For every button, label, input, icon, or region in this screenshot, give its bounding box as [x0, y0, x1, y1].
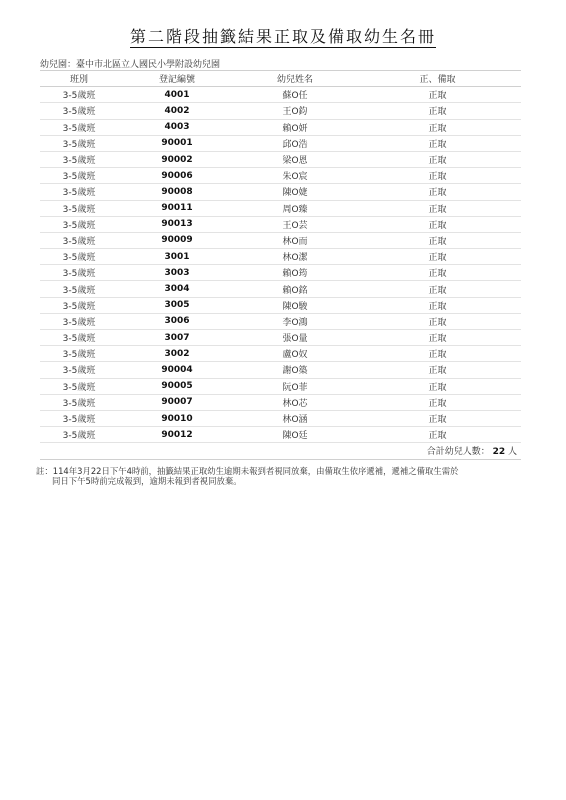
table-row	[40, 216, 521, 232]
cell-registration-number: 4003	[118, 119, 236, 135]
cell-admission-status: 正取	[354, 135, 521, 151]
cell-child-name: 陳O駿	[236, 297, 354, 313]
cell-admission-status: 正取	[354, 362, 521, 378]
cell-admission-status: 正取	[354, 330, 521, 346]
cell-child-name: 賴O筠	[236, 265, 354, 281]
cell-admission-status: 正取	[354, 410, 521, 426]
cell-child-name: 陳O婕	[236, 184, 354, 200]
cell-registration-number: 3007	[118, 330, 236, 346]
cell-child-name: 林O潔	[236, 249, 354, 265]
header-admission-status: 正、備取	[354, 71, 521, 87]
cell-child-name: 李O鴻	[236, 313, 354, 329]
cell-child-name: 賴O妍	[236, 119, 354, 135]
cell-class: 3-5歲班	[40, 168, 118, 184]
cell-admission-status: 正取	[354, 200, 521, 216]
footnote-line-1: 註：114年3月22日下午4時前，抽籤結果正取幼生逾期未報到者視同放棄，由備取生依序遞補，遞補之備取生需於	[36, 466, 459, 476]
cell-class: 3-5歲班	[40, 265, 118, 281]
table-row	[40, 151, 521, 167]
table-row	[40, 394, 521, 410]
table-row	[40, 249, 521, 265]
cell-child-name: 林O而	[236, 232, 354, 248]
cell-admission-status: 正取	[354, 119, 521, 135]
cell-admission-status: 正取	[354, 184, 521, 200]
cell-class: 3-5歲班	[40, 362, 118, 378]
cell-admission-status: 正取	[354, 216, 521, 232]
table-row	[40, 378, 521, 394]
cell-registration-number: 90009	[118, 232, 236, 248]
cell-class: 3-5歲班	[40, 330, 118, 346]
document-title-text: 第二階段抽籤結果正取及備取幼生名冊	[129, 27, 436, 46]
cell-registration-number: 90004	[118, 362, 236, 378]
table-row	[40, 168, 521, 184]
cell-child-name: 朱O宸	[236, 168, 354, 184]
cell-registration-number: 3004	[118, 281, 236, 297]
table-row	[40, 232, 521, 248]
cell-child-name: 謝O築	[236, 362, 354, 378]
cell-registration-number: 90006	[118, 168, 236, 184]
cell-child-name: 蘇O任	[236, 87, 354, 103]
cell-class: 3-5歲班	[40, 216, 118, 232]
cell-registration-number: 90011	[118, 200, 236, 216]
cell-admission-status: 正取	[354, 378, 521, 394]
cell-admission-status: 正取	[354, 87, 521, 103]
cell-class: 3-5歲班	[40, 103, 118, 119]
cell-child-name: 張O量	[236, 330, 354, 346]
cell-child-name: 林O芯	[236, 394, 354, 410]
cell-registration-number: 90007	[118, 394, 236, 410]
cell-admission-status: 正取	[354, 265, 521, 281]
cell-child-name: 林O涵	[236, 410, 354, 426]
total-count: 22	[492, 447, 506, 458]
cell-class: 3-5歲班	[40, 346, 118, 362]
cell-class: 3-5歲班	[40, 427, 118, 443]
cell-admission-status: 正取	[354, 232, 521, 248]
document-title	[0, 24, 566, 47]
kindergarten-name: 幼兒園：臺中市北區立人國民小學附設幼兒園	[40, 60, 221, 70]
cell-class: 3-5歲班	[40, 119, 118, 135]
table-row	[40, 184, 521, 200]
cell-registration-number: 3005	[118, 297, 236, 313]
cell-registration-number: 90005	[118, 378, 236, 394]
total-label: 合計幼兒人數：	[426, 447, 490, 458]
cell-registration-number: 90013	[118, 216, 236, 232]
cell-registration-number: 3002	[118, 346, 236, 362]
cell-admission-status: 正取	[354, 151, 521, 167]
table-row	[40, 362, 521, 378]
cell-registration-number: 90002	[118, 151, 236, 167]
cell-child-name: 陳O廷	[236, 427, 354, 443]
table-row	[40, 103, 521, 119]
cell-class: 3-5歲班	[40, 232, 118, 248]
cell-admission-status: 正取	[354, 297, 521, 313]
cell-admission-status: 正取	[354, 346, 521, 362]
cell-child-name: 邱O浩	[236, 135, 354, 151]
table-header-row	[40, 71, 521, 87]
cell-class: 3-5歲班	[40, 87, 118, 103]
cell-class: 3-5歲班	[40, 378, 118, 394]
table-row	[40, 410, 521, 426]
cell-child-name: 梁O恩	[236, 151, 354, 167]
cell-child-name: 賴O銘	[236, 281, 354, 297]
table-row	[40, 330, 521, 346]
cell-admission-status: 正取	[354, 249, 521, 265]
cell-registration-number: 90008	[118, 184, 236, 200]
cell-registration-number: 3003	[118, 265, 236, 281]
cell-class: 3-5歲班	[40, 135, 118, 151]
cell-class: 3-5歲班	[40, 200, 118, 216]
footnote	[36, 466, 526, 486]
total-row	[40, 443, 521, 459]
cell-child-name: 盧O奴	[236, 346, 354, 362]
table-row	[40, 313, 521, 329]
table-row	[40, 427, 521, 443]
cell-admission-status: 正取	[354, 394, 521, 410]
cell-registration-number: 4001	[118, 87, 236, 103]
cell-admission-status: 正取	[354, 103, 521, 119]
cell-admission-status: 正取	[354, 281, 521, 297]
footnote-line-2: 同日下午5時前完成報到，逾期未報到者視同放棄。	[52, 476, 242, 486]
cell-class: 3-5歲班	[40, 297, 118, 313]
cell-class: 3-5歲班	[40, 151, 118, 167]
cell-child-name: 周O臻	[236, 200, 354, 216]
roster-table	[40, 70, 521, 460]
header-registration-number: 登記編號	[118, 71, 236, 87]
cell-registration-number: 4002	[118, 103, 236, 119]
cell-admission-status: 正取	[354, 313, 521, 329]
table-row	[40, 281, 521, 297]
table-row	[40, 265, 521, 281]
cell-child-name: 阮O菲	[236, 378, 354, 394]
cell-class: 3-5歲班	[40, 410, 118, 426]
cell-class: 3-5歲班	[40, 313, 118, 329]
table-row	[40, 135, 521, 151]
cell-admission-status: 正取	[354, 427, 521, 443]
cell-registration-number: 90010	[118, 410, 236, 426]
total-cell	[40, 443, 521, 459]
cell-class: 3-5歲班	[40, 281, 118, 297]
cell-child-name: 王O芸	[236, 216, 354, 232]
table-row	[40, 119, 521, 135]
table-row	[40, 346, 521, 362]
cell-registration-number: 3001	[118, 249, 236, 265]
cell-child-name: 王O鈞	[236, 103, 354, 119]
table-row	[40, 200, 521, 216]
cell-class: 3-5歲班	[40, 394, 118, 410]
table-row	[40, 87, 521, 103]
cell-registration-number: 3006	[118, 313, 236, 329]
cell-class: 3-5歲班	[40, 249, 118, 265]
cell-admission-status: 正取	[354, 168, 521, 184]
header-class: 班別	[40, 71, 118, 87]
roster-body	[40, 87, 521, 443]
cell-registration-number: 90012	[118, 427, 236, 443]
cell-registration-number: 90001	[118, 135, 236, 151]
table-row	[40, 297, 521, 313]
cell-class: 3-5歲班	[40, 184, 118, 200]
header-child-name: 幼兒姓名	[236, 71, 354, 87]
total-unit: 人	[507, 447, 517, 458]
